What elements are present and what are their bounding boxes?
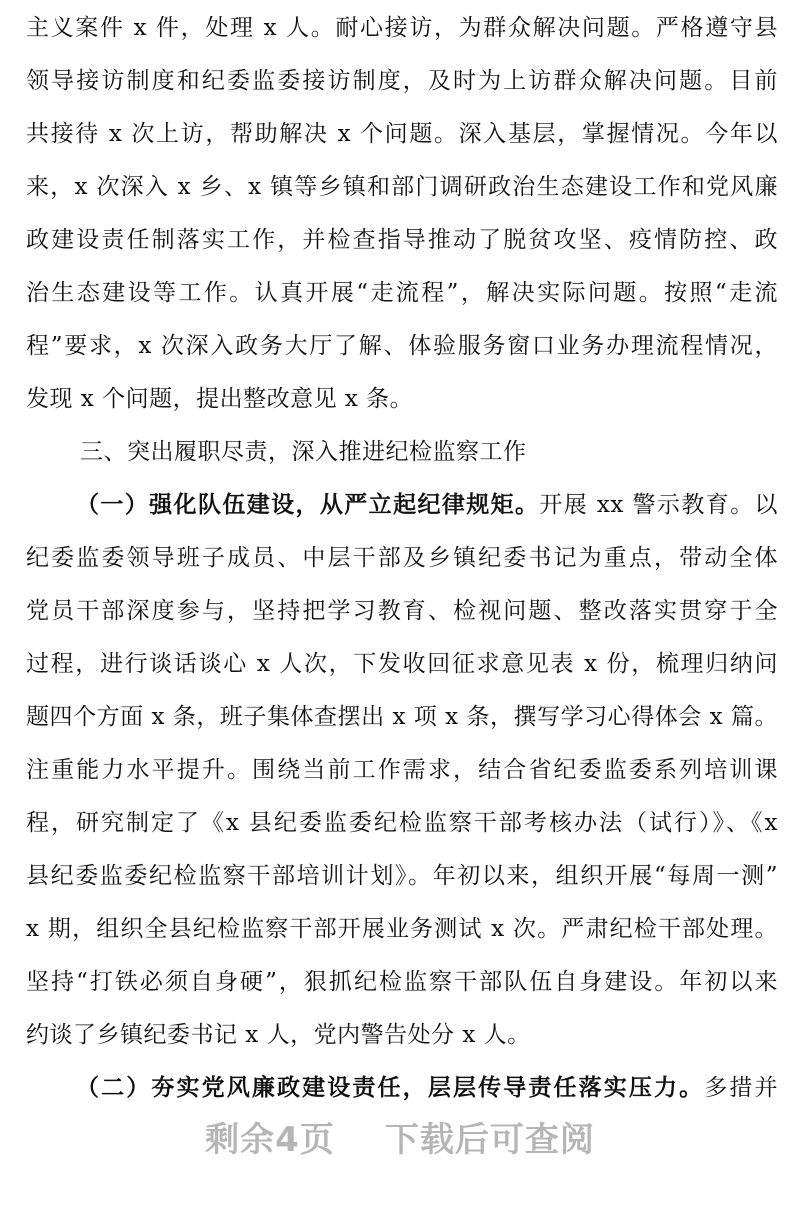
text-line-20	[26, 1015, 778, 1055]
text-line-15	[26, 750, 778, 790]
text-run: 题四个方面 x 条，班子集体查摆出 x 项 x 条，撰写学习心得体会 x 篇。	[26, 704, 778, 730]
text-line-16	[26, 803, 778, 843]
download-to-view-label: 下载后可查阅	[384, 1120, 595, 1160]
text-line-10	[76, 485, 778, 525]
text-run: 纪委监委领导班子成员、中层干部及乡镇纪委书记为重点，带动全体	[26, 545, 778, 571]
text-line-12	[26, 591, 778, 631]
text-line-17	[26, 856, 778, 896]
text-line-21	[76, 1068, 778, 1108]
text-run: 发现 x 个问题，提出整改意见 x 条。	[26, 386, 414, 412]
text-line-19	[26, 962, 778, 1002]
text-line-13	[26, 644, 778, 684]
text-run: 三、突出履职尽责，深入推进纪检监察工作	[80, 439, 527, 465]
text-run: 约谈了乡镇纪委书记 x 人，党内警告处分 x 人。	[26, 1022, 531, 1048]
text-line-3	[26, 114, 778, 154]
remaining-pages-label: 剩余4页	[205, 1120, 335, 1160]
text-run: 开展 xx 警示教育。以	[539, 492, 778, 518]
text-line-5	[26, 220, 778, 260]
text-run: 多措并	[704, 1075, 778, 1101]
text-line-1	[26, 8, 778, 48]
download-prompt[interactable]	[0, 1112, 800, 1161]
text-run: 过程，进行谈话谈心 x 人次，下发收回征求意见表 x 份，梳理归纳问	[26, 651, 778, 677]
text-line-6	[26, 273, 778, 313]
text-line-18	[26, 909, 778, 949]
text-run: x 期，组织全县纪检监察干部开展业务测试 x 次。严肃纪检干部处理。	[26, 916, 778, 942]
text-run: 领导接访制度和纪委监委接访制度，及时为上访群众解决问题。目前	[26, 68, 778, 94]
text-run: 注重能力水平提升。围绕当前工作需求，结合省纪委监委系列培训课	[26, 757, 778, 783]
text-run: 县纪委监委纪检监察干部培训计划》。年初以来，组织开展“每周一测”	[26, 863, 778, 889]
text-run: 程”要求，x 次深入政务大厅了解、体验服务窗口业务办理流程情况，	[26, 333, 778, 359]
subheading-run: （二）夯实党风廉政建设责任，层层传导责任落实压力。	[76, 1074, 705, 1101]
text-run: 治生态建设等工作。认真开展“走流程”，解决实际问题。按照“走流	[26, 280, 778, 306]
text-run: 坚持“打铁必须自身硬”，狠抓纪检监察干部队伍自身建设。年初以来	[26, 969, 778, 995]
text-line-14	[26, 697, 778, 737]
text-run: 程，研究制定了《x 县纪委监委纪检监察干部考核办法（试行）》、《x	[26, 810, 778, 836]
section-heading	[80, 432, 778, 472]
text-line-7	[26, 326, 778, 366]
subheading-run: （一）强化队伍建设，从严立起纪律规矩。	[76, 491, 540, 518]
text-line-4	[26, 167, 778, 207]
text-line-11	[26, 538, 778, 578]
text-run: 主义案件 x 件，处理 x 人。耐心接访，为群众解决问题。严格遵守县	[26, 15, 778, 41]
text-run: 党员干部深度参与，坚持把学习教育、检视问题、整改落实贯穿于全	[26, 598, 778, 624]
text-run: 来，x 次深入 x 乡、x 镇等乡镇和部门调研政治生态建设工作和党风廉	[26, 174, 778, 200]
text-run: 共接待 x 次上访，帮助解决 x 个问题。深入基层，掌握情况。今年以	[26, 121, 778, 147]
text-line-8	[26, 379, 778, 419]
text-run: 政建设责任制落实工作，并检查指导推动了脱贫攻坚、疫情防控、政	[26, 227, 778, 253]
text-line-2	[26, 61, 778, 101]
